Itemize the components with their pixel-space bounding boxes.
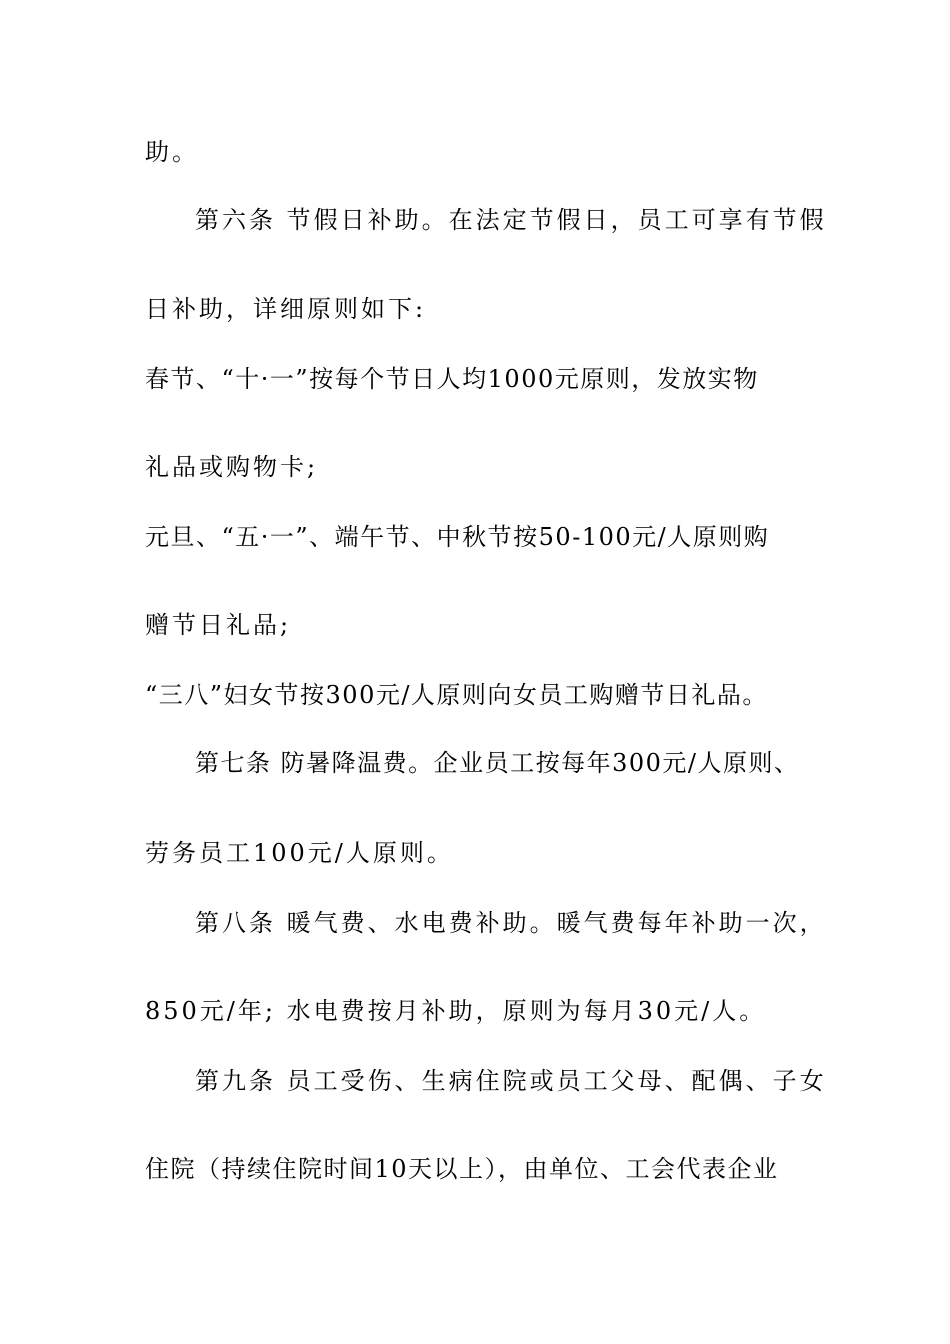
text-line-14: 住院（持续住院时间10天以上），由单位、工会代表企业 bbox=[145, 1155, 779, 1183]
text-line-10: 劳务员工100元/人原则。 bbox=[145, 839, 454, 867]
new-year-line: 元旦、“五·一”、端午节、中秋节按50-100元/人原则购 bbox=[145, 523, 770, 551]
article-6-heading-line: 第六条 节假日补助。在法定节假日，员工可享有节假 bbox=[195, 206, 827, 234]
text-line-7: 赠节日礼品; bbox=[145, 611, 292, 639]
text-line-1: 助。 bbox=[145, 138, 199, 166]
article-9-heading-line: 第九条 员工受伤、生病住院或员工父母、配偶、子女 bbox=[195, 1067, 827, 1095]
article-7-heading-line: 第七条 防暑降温费。企业员工按每年300元/人原则、 bbox=[195, 749, 800, 777]
article-8-heading-line: 第八条 暖气费、水电费补助。暖气费每年补助一次， bbox=[195, 909, 827, 937]
text-line-3: 日补助，详细原则如下: bbox=[145, 295, 427, 323]
text-line-5: 礼品或购物卡; bbox=[145, 453, 319, 481]
text-line-12: 850元/年; 水电费按月补助，原则为每月30元/人。 bbox=[145, 997, 767, 1025]
spring-festival-line: 春节、“十·一”按每个节日人均1000元原则，发放实物 bbox=[145, 365, 759, 393]
womens-day-line: “三八”妇女节按300元/人原则向女员工购赠节日礼品。 bbox=[145, 681, 768, 709]
